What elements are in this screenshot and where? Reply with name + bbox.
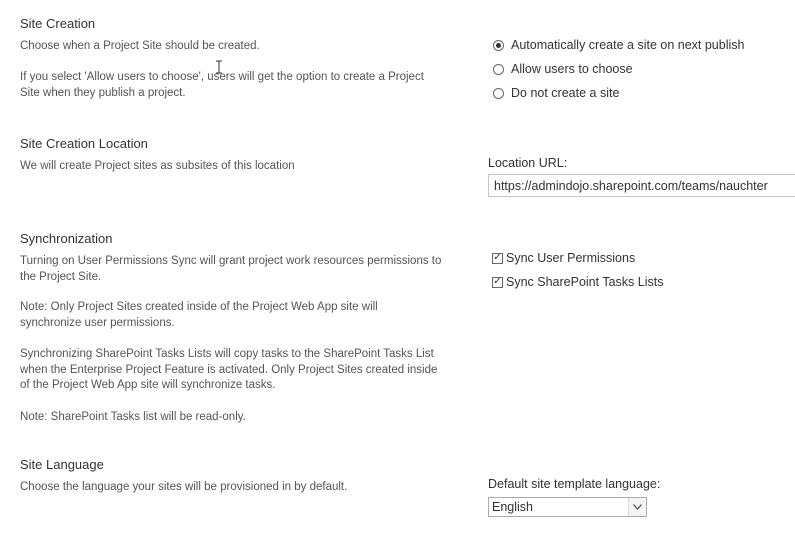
radio-do-not-create-label: Do not create a site (511, 86, 620, 100)
sync-description-4: Note: SharePoint Tasks list will be read-only. (20, 411, 246, 423)
sync-tasks-lists-checkbox[interactable] (492, 275, 663, 289)
language-select[interactable] (488, 497, 647, 517)
site-creation-description: Choose when a Project Site should be created. (20, 40, 260, 52)
radio-selected-icon[interactable] (493, 40, 504, 51)
site-creation-title: Site Creation (20, 16, 96, 31)
location-url-input[interactable] (488, 174, 795, 197)
radio-do-not-create[interactable] (493, 86, 619, 100)
radio-allow-users[interactable] (493, 62, 633, 76)
text-cursor-icon (215, 60, 223, 74)
sync-description-3: Synchronizing SharePoint Tasks Lists will copy tasks to the SharePoint Tasks List when the Enterprise Project Feature is activated. Only Project Sites created inside of the Project Web App site will synchronize tasks. (20, 348, 438, 391)
sync-tasks-lists-label: Sync SharePoint Tasks Lists (506, 275, 664, 289)
radio-auto-create[interactable] (493, 38, 744, 52)
synchronization-title: Synchronization (20, 231, 113, 246)
site-location-title: Site Creation Location (20, 136, 148, 151)
sync-description-1: Turning on User Permissions Sync will grant project work resources permissions to the Project Site. (20, 255, 442, 283)
language-select-value: English (492, 500, 533, 514)
checkbox-checked-icon[interactable]: ✓ (493, 252, 502, 263)
checkbox-checked-icon[interactable]: ✓ (493, 276, 502, 287)
site-location-description: We will create Project sites as subsites of this location (20, 160, 295, 172)
site-language-description: Choose the language your sites will be provisioned in by default. (20, 481, 348, 493)
radio-unselected-icon[interactable] (493, 64, 504, 75)
default-language-label: Default site template language: (488, 477, 661, 491)
location-url-label: Location URL: (488, 156, 568, 170)
radio-allow-users-label: Allow users to choose (511, 62, 633, 76)
sync-description-2: Note: Only Project Sites created inside of the Project Web App site will synchronize user permissions. (20, 301, 378, 329)
sync-user-permissions-checkbox[interactable] (492, 251, 635, 265)
radio-unselected-icon[interactable] (493, 88, 504, 99)
chevron-down-icon[interactable] (628, 498, 646, 516)
radio-auto-create-label: Automatically create a site on next publish (511, 38, 745, 52)
sync-user-permissions-label: Sync User Permissions (506, 251, 636, 265)
site-language-title: Site Language (20, 457, 104, 472)
site-creation-note: If you select 'Allow users to choose', users will get the option to create a Project Site when they publish a project. (20, 71, 424, 99)
